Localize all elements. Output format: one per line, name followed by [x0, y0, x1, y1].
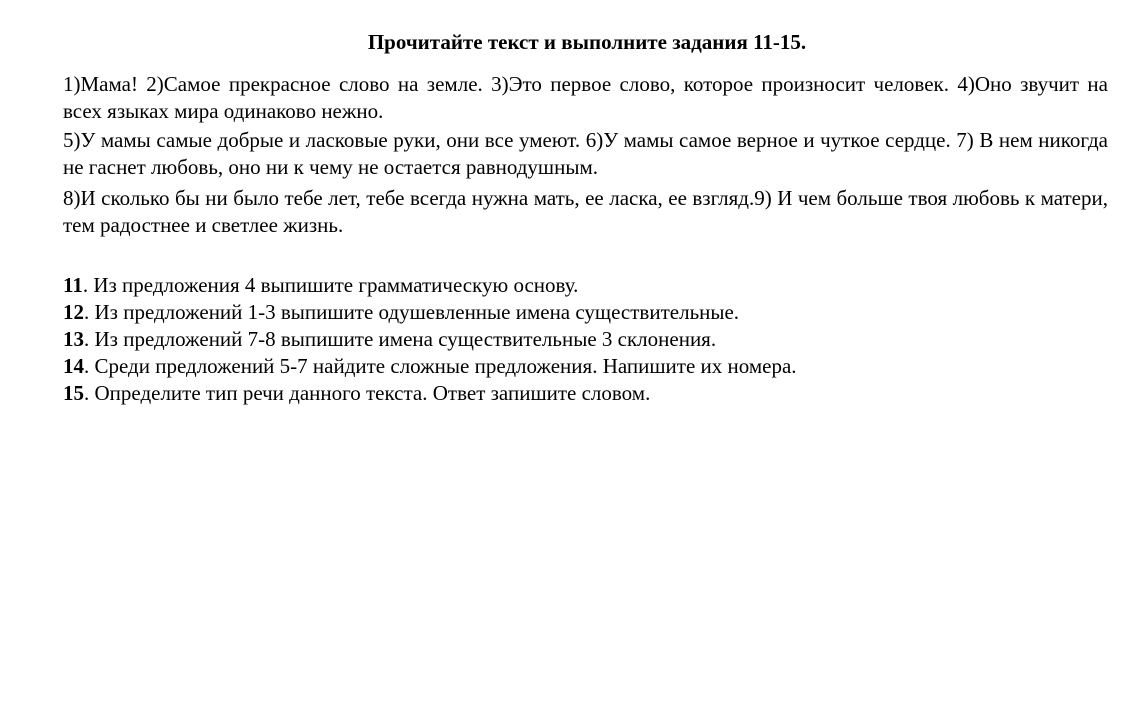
task-item-13 — [63, 326, 1108, 353]
text-paragraph-2: 5)У мамы самые добрые и ласковые руки, они все умеют. 6)У мамы самое верное и чуткое сердце. 7) В нем никогда не гаснет любовь, оно ни к чему не остается равнодушным. — [63, 128, 1108, 179]
document-page — [63, 28, 1108, 407]
task-text: . Из предложений 1-3 выпишите одушевленные имена существительные. — [84, 300, 740, 324]
task-item-14 — [63, 353, 1108, 380]
task-item-12 — [63, 299, 1108, 326]
task-item-15 — [63, 380, 1108, 407]
task-item-11 — [63, 272, 1108, 299]
text-paragraph-1: 1)Мама! 2)Самое прекрасное слово на земле. 3)Это первое слово, которое произносит человек. 4)Оно звучит на всех языках мира одинаково нежно. — [63, 72, 1108, 123]
task-number: 14 — [63, 354, 84, 378]
text-paragraph-3: 8)И сколько бы ни было тебе лет, тебе всегда нужна мать, ее ласка, ее взгляд.9) И чем больше твоя любовь к матери, тем радостнее и светлее жизнь. — [63, 186, 1108, 237]
task-number: 11 — [63, 273, 83, 297]
page-title: Прочитайте текст и выполните задания 11-15. — [367, 30, 807, 54]
task-text: . Среди предложений 5-7 найдите сложные предложения. Напишите их номера. — [84, 354, 797, 378]
task-list — [63, 272, 1108, 407]
task-text: . Из предложений 7-8 выпишите имена существительные 3 склонения. — [84, 327, 717, 351]
task-text: . Определите тип речи данного текста. Ответ запишите словом. — [84, 381, 651, 405]
task-number: 12 — [63, 300, 84, 324]
task-text: . Из предложения 4 выпишите грамматическую основу. — [82, 273, 579, 297]
task-number: 15 — [63, 381, 84, 405]
task-number: 13 — [63, 327, 84, 351]
